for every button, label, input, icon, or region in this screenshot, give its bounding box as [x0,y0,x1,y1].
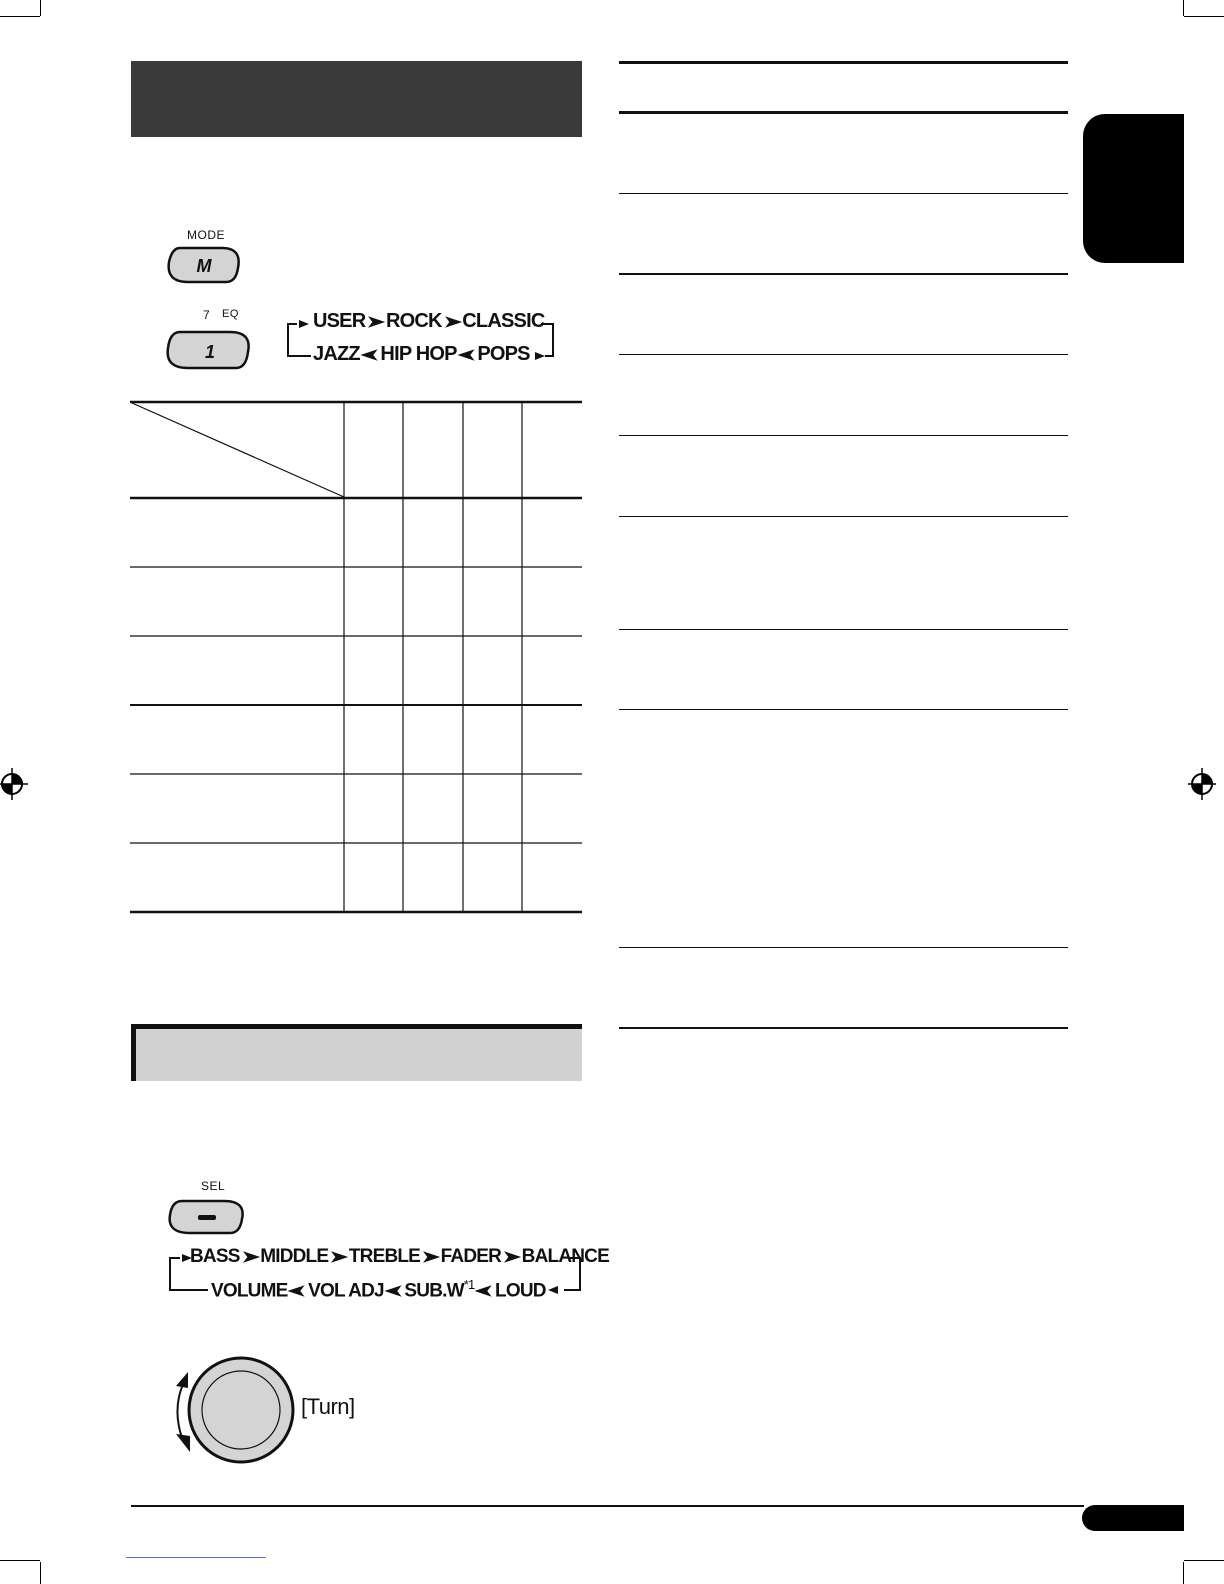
mode-button-label: MODE [187,228,225,242]
sound-section-header-bar [131,1024,582,1081]
sel-button[interactable] [166,1197,248,1237]
eq-option-user: USER [313,310,366,332]
right-rule [619,354,1068,355]
arrow-left-icon: ➤ [288,1283,307,1301]
crop-mark-bottom-right [1184,1560,1224,1561]
arrow-right-icon: ➤ [502,1249,521,1266]
eq-cycle-top-row [313,310,544,333]
right-rule [619,193,1068,194]
arrow-left-icon: ➤ [475,1283,494,1301]
sel-option-bass: BASS [190,1246,240,1267]
arrow-right-icon: ➤ [241,1249,259,1266]
eq-option-hiphop: HIP HOP [380,343,457,365]
sel-option-treble: TREBLE [348,1246,421,1267]
sel-option-balance: BALANCE [521,1246,609,1267]
page-number-pill [1082,1505,1184,1531]
right-rule [619,273,1068,275]
eq-option-classic: CLASSIC [462,310,545,332]
mode-button[interactable] [166,244,242,286]
crop-mark-top-right-v [1183,0,1184,16]
arrow-left-icon: ➤ [361,347,379,364]
arrow-right-icon: ➤ [421,1249,440,1266]
eq-option-jazz: JAZZ [313,343,360,365]
crop-mark-bottom-left-v [40,1562,41,1584]
sel-cycle-top-row [190,1246,609,1268]
arrow-right-icon: ➤ [443,314,461,331]
sel-option-volume: VOLUME [211,1280,288,1302]
sel-option-fader: FADER [440,1246,502,1267]
minus-icon [198,1215,216,1220]
eq-button-glyph: 1 [204,342,216,362]
eq-section-header-bar [131,61,582,137]
crop-mark-bottom-left [0,1560,40,1561]
right-rule-bottom [619,1027,1068,1029]
eq-option-rock: ROCK [385,310,442,332]
rotate-arrows-icon [177,1382,184,1438]
eq-preset-button[interactable] [164,328,254,372]
sel-option-middle: MIDDLE [260,1246,329,1267]
crop-mark-top-left-v [40,0,41,16]
mode-button-glyph: M [196,256,212,276]
arrow-right-icon: ➤ [366,314,385,331]
eq-cycle-bottom-row [313,343,530,366]
registration-mark-right-icon [1188,768,1216,800]
right-rule [619,709,1068,710]
right-rule-top [619,61,1068,64]
crop-mark-top-left [0,16,40,17]
crop-mark-bottom-right-v [1183,1562,1184,1584]
eq-settings-table [130,400,584,916]
arrow-left-icon: ➤ [385,1283,403,1301]
bottom-rule [131,1505,1084,1507]
arrow-right-icon: ➤ [329,1249,348,1266]
right-rule [619,435,1068,436]
registration-mark-left-icon [0,768,28,800]
eq-button-label-number: 7 [203,308,211,322]
sel-cycle-bottom-row [211,1277,546,1302]
eq-button-label-text: EQ [222,308,239,320]
bottom-link-line [126,1557,266,1558]
right-rule [619,516,1068,517]
eq-option-pops: POPS [477,343,530,365]
footnote-mark: *1 [463,1277,475,1292]
language-side-tab [1083,114,1184,263]
right-rule [619,947,1068,948]
sel-option-loud: LOUD [495,1280,546,1302]
dial-turn-label: [Turn] [301,1394,355,1419]
arrow-left-icon: ➤ [458,347,476,364]
right-rule-header-bottom [619,111,1068,114]
control-dial[interactable] [166,1354,296,1466]
right-rule [619,629,1068,630]
sel-button-label: SEL [201,1179,226,1193]
crop-mark-top-right [1184,16,1224,17]
sel-option-vol-adj: VOL ADJ [308,1280,384,1302]
sel-option-subw: SUB.W [404,1280,464,1302]
